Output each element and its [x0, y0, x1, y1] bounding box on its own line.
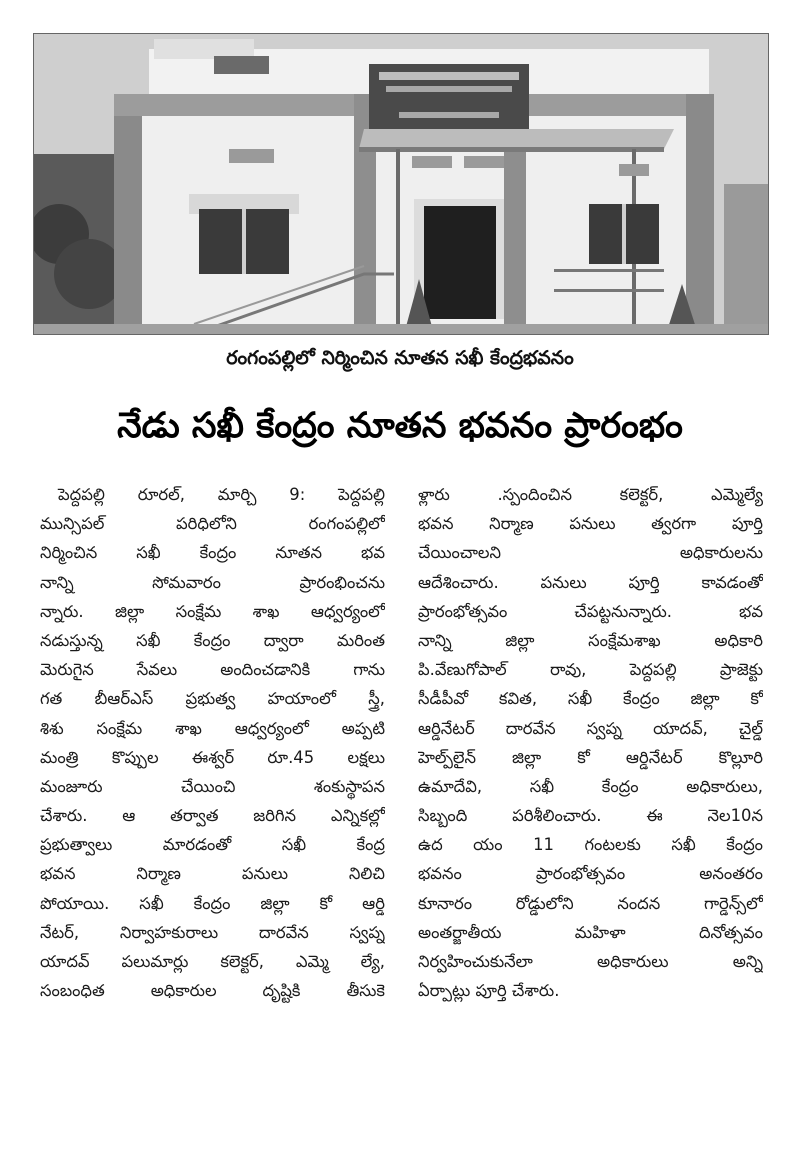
photo-caption: రంగంపల్లిలో నిర్మించిన నూతన సఖీ కేంద్రభవనం	[226, 347, 574, 369]
article-line: కూనారం రోడ్డులోని నందన గార్డెన్స్‌లో	[418, 893, 763, 913]
article-line: చేయించాలని అధికారులను	[418, 543, 763, 563]
article-line: చేశారు. ఆ తర్వాత జరిగిన ఎన్నికల్లో	[40, 806, 385, 826]
article-line: మున్సిపల్ పరిధిలోని రంగంపల్లిలో	[40, 514, 385, 534]
article-line: భవన నిర్మాణ పనులు త్వరగా పూర్తి	[418, 514, 763, 534]
article-line: అంతర్జాతీయ మహిళా దినోత్సవం	[418, 922, 763, 942]
article-line: హెల్ప్‌లైన్ జిల్లా కో ఆర్డినేటర్ కొల్లూరి	[418, 747, 763, 767]
article-column-left	[40, 480, 385, 1005]
article-line: మెరుగైన సేవలు అందించడానికి గాను	[40, 660, 385, 680]
article-line: సీడీపీవో కవిత, సఖీ కేంద్రం జిల్లా కో	[418, 689, 763, 709]
article-line: నాన్ని సోమవారం ప్రారంభించను	[40, 572, 385, 592]
article-line: ప్రభుత్వాలు మారడంతో సఖీ కేంద్ర	[40, 835, 385, 855]
headline: నేడు సఖీ కేంద్రం నూతన భవనం ప్రారంభం	[117, 406, 683, 446]
article-line: సిబ్బంది పరిశీలించారు. ఈ నెల10న	[418, 806, 763, 826]
article-line: గత బీఆర్ఎస్ ప్రభుత్వ హయాంలో స్త్రీ,	[40, 689, 385, 709]
article-line: సంబంధిత అధికారుల దృష్టికి తీసుకె	[40, 981, 385, 1001]
article-line: ళ్లారు .స్పందించిన కలెక్టర్, ఎమ్మెల్యే	[418, 485, 763, 504]
building-illustration	[34, 34, 768, 334]
article-line: భవన నిర్మాణ పనులు నిలిచి	[40, 864, 385, 884]
article-line: పోయాయి. సఖీ కేంద్రం జిల్లా కో ఆర్డి	[40, 893, 385, 913]
article-line: నాన్ని జిల్లా సంక్షేమశాఖ అధికారి	[418, 630, 763, 650]
article-line: ఉద యం 11 గంటలకు సఖీ కేంద్రం	[418, 835, 763, 855]
article-line: నేటర్, నిర్వాహకురాలు దారవేన స్వప్న	[40, 922, 385, 942]
article-line: ఆర్డినేటర్ దారవేన స్వప్న యాదవ్, చైల్డ్	[418, 718, 763, 738]
building-photo	[33, 33, 769, 335]
article-line: భవనం ప్రారంభోత్సవం అనంతరం	[418, 864, 763, 884]
article-line: ఉమాదేవి, సఖీ కేంద్రం అధికారులు,	[418, 776, 763, 796]
article-line: నిర్వహించుకునేలా అధికారులు అన్ని	[418, 952, 763, 971]
article-line: నడుస్తున్న సఖీ కేంద్రం ద్వారా మరింత	[40, 630, 385, 650]
article-line: శిశు సంక్షేమ శాఖ ఆధ్వర్యంలో అప్పటి	[40, 718, 385, 738]
article-line: ఆదేశించారు. పనులు పూర్తి కావడంతో	[418, 572, 763, 592]
article-line: పెద్దపల్లి రూరల్, మార్చి 9: పెద్దపల్లి	[58, 485, 385, 504]
article-line: పి.వేణుగోపాల్ రావు, పెద్దపల్లి ప్రాజెక్టు	[418, 660, 763, 680]
article-line: ఏర్పాట్లు పూర్తి చేశారు.	[418, 981, 560, 1001]
article-line: నిర్మించిన సఖీ కేంద్రం నూతన భవ	[40, 543, 385, 563]
article-line: ప్రారంభోత్సవం చేపట్టనున్నారు. భవ	[418, 601, 763, 621]
article-line: యాదవ్ పలుమార్లు కలెక్టర్, ఎమ్మె ల్యే,	[40, 952, 385, 971]
article-line: మంజూరు చేయించి శంకుస్థాపన	[40, 776, 385, 796]
article-line: న్నారు. జిల్లా సంక్షేమ శాఖ ఆధ్వర్యంలో	[40, 601, 385, 621]
article-line: మంత్రి కొప్పుల ఈశ్వర్ రూ.45 లక్షలు	[40, 747, 385, 767]
article-column-right	[418, 480, 763, 1005]
